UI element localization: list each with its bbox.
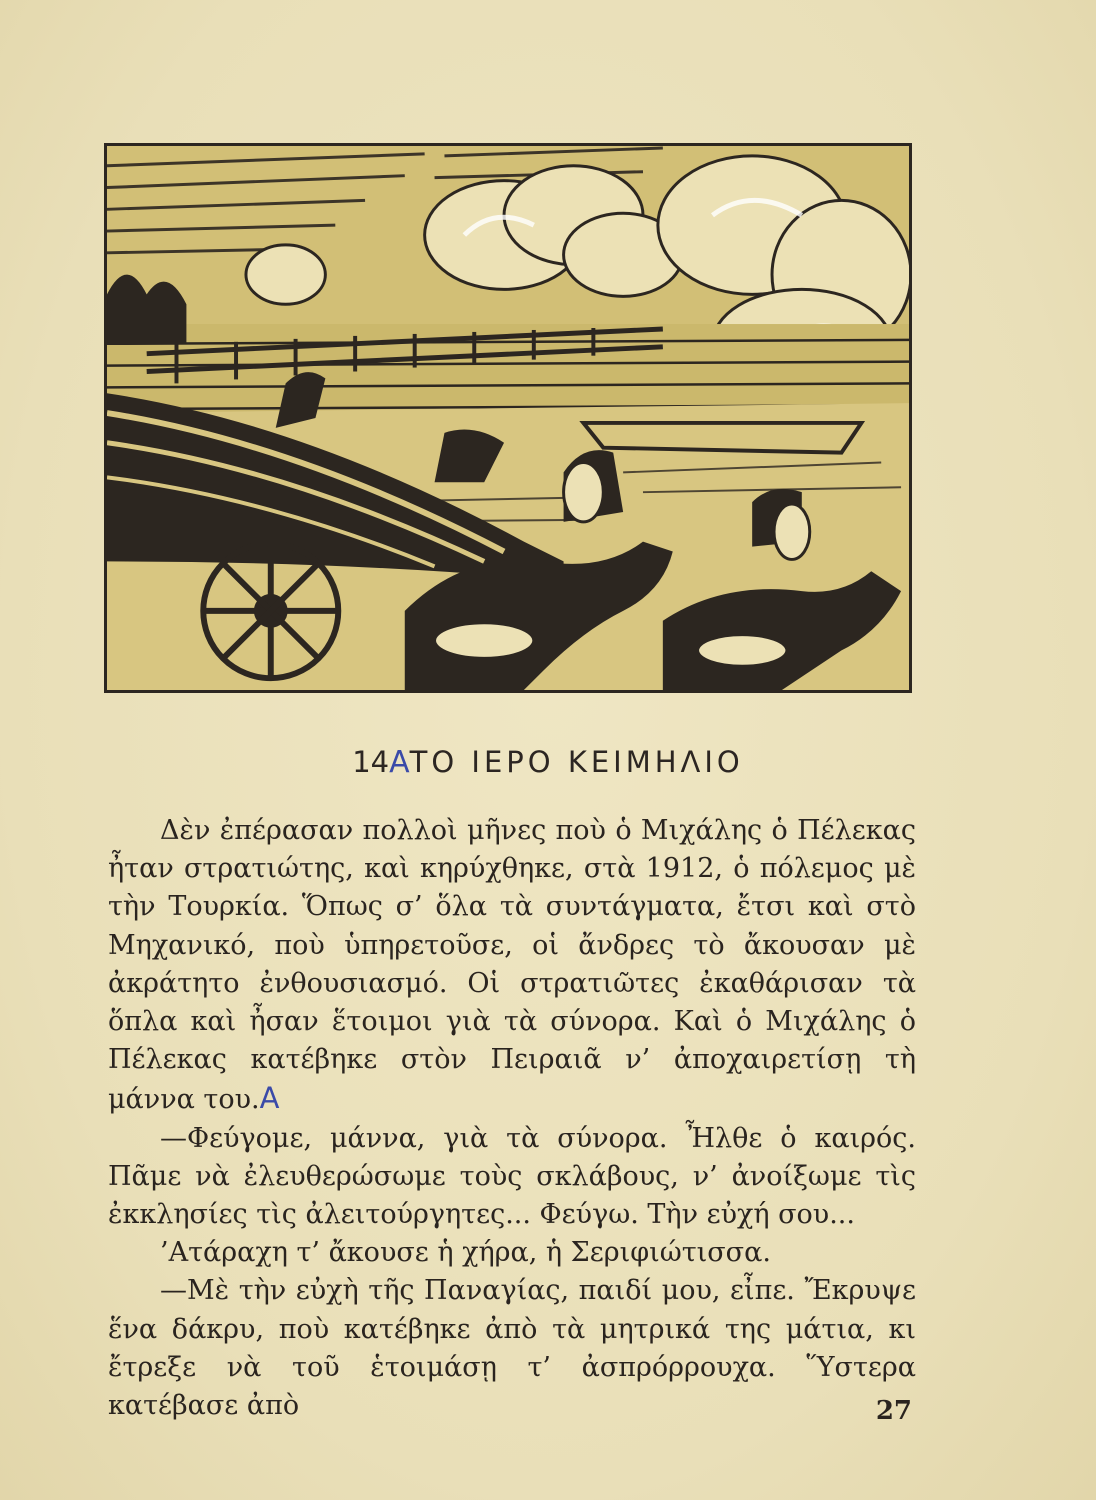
woodcut-illustration <box>104 143 912 693</box>
paragraph-end-mark: A <box>259 1081 280 1116</box>
paragraph-text: Δὲν ἐπέρασαν πολλοὶ μῆνες ποὺ ὁ Μιχάλης ὁ Πέλεκας ἦταν στρατιώτης, καὶ κηρύχθηκε, στὰ 1912, ὁ πόλεμος μὲ τὴν Τουρκία. Ὅπως σ’ ὅλα τὰ συντάγματα, ἔτσι καὶ στὸ Μηχανικό, ποὺ ὑπηρετοῦσε, οἱ ἄνδρες τὸ ἄκουσαν μὲ ἀκράτητο ἐνθουσιασμό. Οἱ στρατιῶτες ἐκαθάρισαν τὰ ὅπλα καὶ ἦσαν ἕτοιμοι γιὰ τὰ σύνορα. Καὶ ὁ Μιχάλης ὁ Πέλεκας κατέβηκε στὸν Πειραιᾶ ν’ ἀποχαιρετίσῃ τὴ μάννα του. <box>108 815 916 1116</box>
paragraph: —Φεύγομε, μάννα, γιὰ τὰ σύνορα. Ἦλθε ὁ καιρός. Πᾶμε νὰ ἐλευθερώσωμε τοὺς σκλάβους, ν’ ἀνοίξωμε τὶς ἐκκλησίες τὶς ἀλειτούργητες... Φεύγω. Τὴν εὐχή σου... <box>108 1122 916 1231</box>
paragraph: —Μὲ τὴν εὐχὴ τῆς Παναγίας, παιδί μου, εἶπε. Ἔκρυψε ἕνα δάκρυ, ποὺ κατέβηκε ἀπὸ τὰ μητρικά της μάτια, κι ἔτρεξε νὰ τοῦ ἑτοιμάσῃ τ’ ἀσπρόρρουχα. Ὕστερα κατέβασε ἀπὸ <box>108 1275 916 1422</box>
war-scene-woodcut-icon <box>107 146 909 690</box>
chapter-heading <box>0 745 1096 780</box>
body-text <box>108 812 916 1425</box>
paragraph: ’Ατάραχη τ’ ἄκουσε ἡ χήρα, ἡ Σεριφιώτισσα. <box>160 1237 771 1269</box>
paragraph <box>108 812 916 1120</box>
chapter-title: ΤΟ ΙΕΡΟ ΚΕΙΜΗΛΙΟ <box>409 745 744 779</box>
chapter-number: 14 <box>352 745 390 779</box>
page-number: 27 <box>875 1396 912 1426</box>
chapter-margin-mark: A <box>389 745 410 780</box>
